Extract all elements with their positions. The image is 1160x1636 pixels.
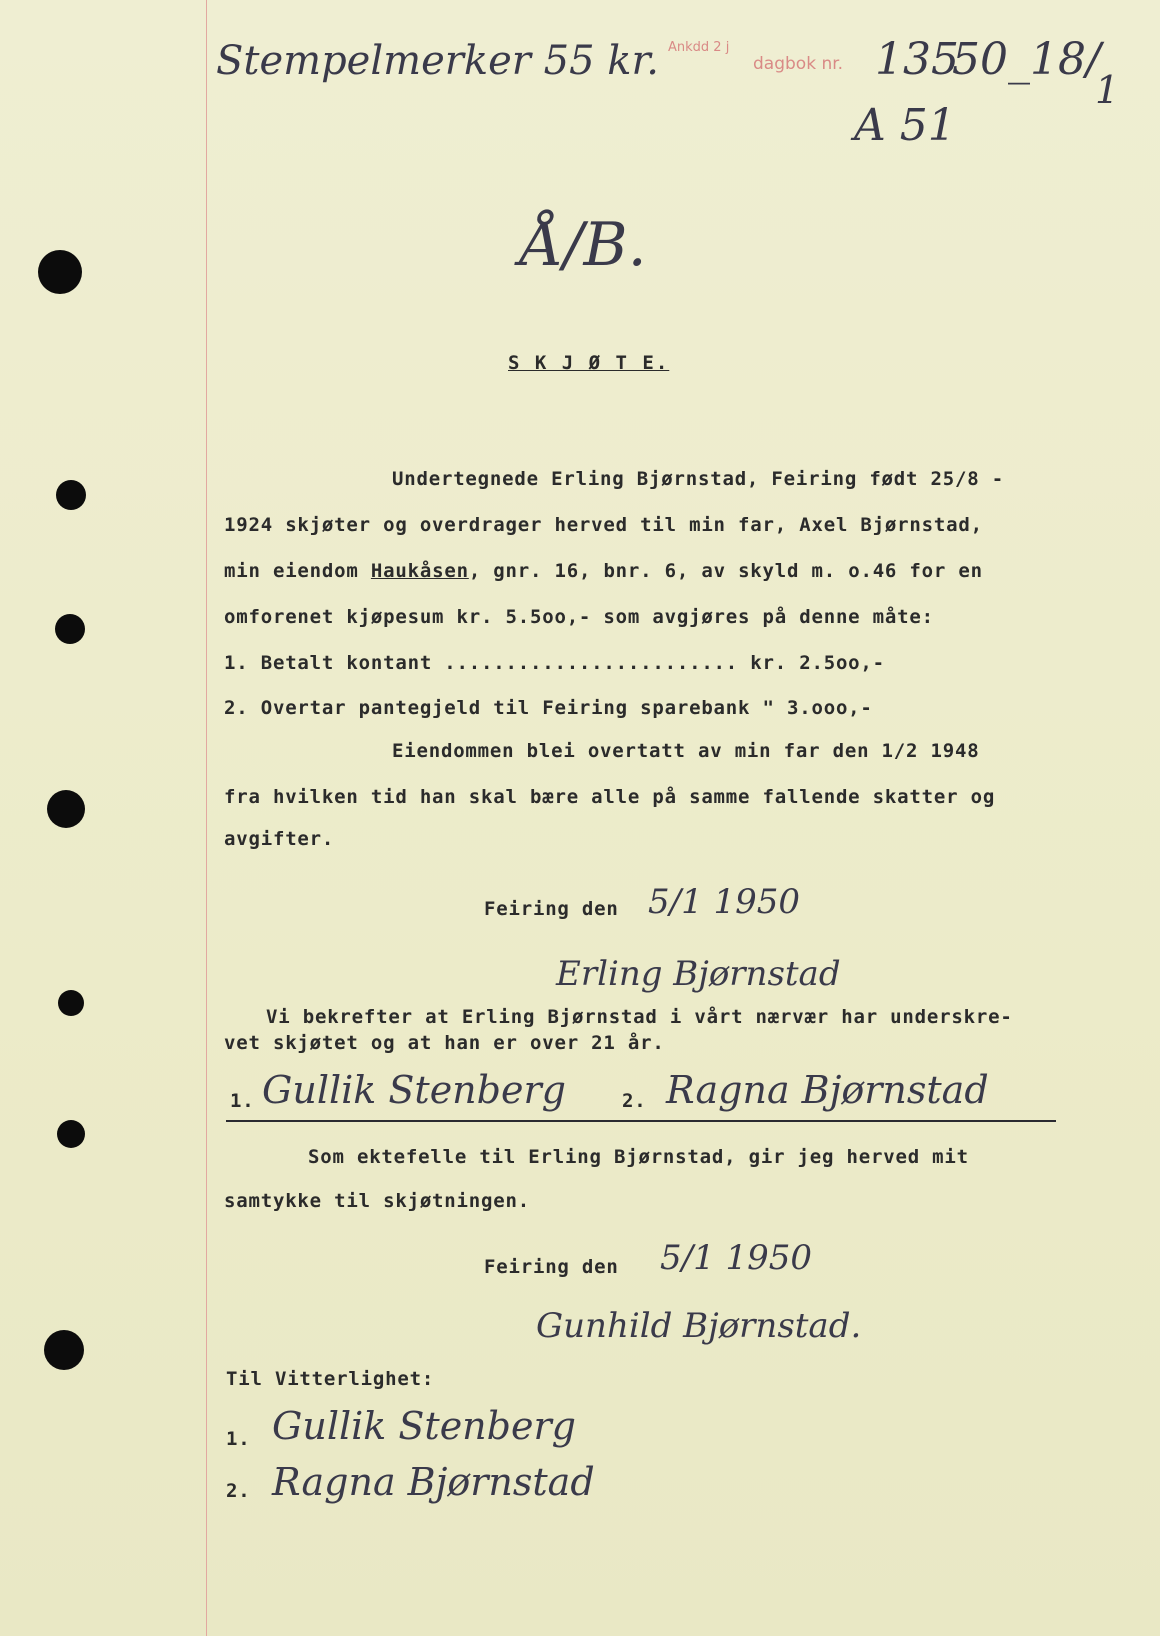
consent-line-2: samtykke til skjøtningen. — [224, 1190, 530, 1212]
witness-1-name: Gullik Stenberg — [262, 1068, 566, 1112]
vitterlighet-1-number: 1. — [226, 1428, 251, 1450]
body-line-3a: min eiendom — [224, 560, 359, 582]
dagbok-label: dagbok nr. — [753, 54, 844, 74]
body-line-1: Undertegnede Erling Bjørnstad, Feiring født 25/8 - — [392, 468, 1004, 490]
signature-2: Gunhild Bjørnstad. — [536, 1306, 862, 1346]
consent-line-1: Som ektefelle til Erling Bjørnstad, gir jeg herved mit — [308, 1146, 969, 1168]
body-line-3 — [224, 560, 983, 582]
body-line-3b: , gnr. 16, bnr. 6, av skyld m. o.46 for en — [468, 560, 983, 582]
vitterlighet-1-name: Gullik Stenberg — [272, 1404, 576, 1448]
place-date-1-date: 5/1 1950 — [648, 882, 801, 922]
initials: Å/B. — [520, 210, 647, 280]
year-mark: 50_18/ — [952, 34, 1101, 85]
punch-hole-1 — [38, 250, 82, 294]
body-line-2: 1924 skjøter og overdrager herved til min far, Axel Bjørnstad, — [224, 514, 983, 536]
body-line-9: avgifter. — [224, 828, 335, 850]
body-line-8: fra hvilken tid han skal bære alle på samme fallende skatter og — [224, 786, 996, 808]
witness-line-2: vet skjøtet og at han er over 21 år. — [224, 1032, 665, 1054]
witness-2-number: 2. — [622, 1090, 647, 1112]
place-date-2-label: Feiring den — [484, 1256, 619, 1278]
place-date-2-date: 5/1 1950 — [660, 1238, 813, 1278]
witnesses-1-row — [226, 1068, 1056, 1122]
punch-hole-4 — [47, 790, 85, 828]
folio-number: A 51 — [854, 100, 956, 151]
place-date-1-label: Feiring den — [484, 898, 619, 920]
punch-hole-3 — [55, 614, 85, 644]
stamp-note: Stempelmerker 55 kr. — [216, 38, 659, 84]
dagbok-number: 135 — [875, 34, 959, 85]
document-title: S K J Ø T E. — [508, 352, 670, 374]
property-name: Haukåsen — [370, 560, 469, 582]
vitterlighet-2-number: 2. — [226, 1480, 251, 1502]
signature-1: Erling Bjørnstad — [556, 954, 841, 994]
punch-hole-2 — [56, 480, 86, 510]
witness-line-1: Vi bekrefter at Erling Bjørnstad i vårt nærvær har underskre- — [266, 1006, 1013, 1028]
vitterlighet-label: Til Vitterlighet: — [226, 1368, 435, 1390]
red-margin-line — [206, 0, 207, 1636]
body-line-4: omforenet kjøpesum kr. 5.5oo,- som avgjøres på denne måte: — [224, 606, 934, 628]
punch-hole-5 — [58, 990, 84, 1016]
vitterlighet-2-name: Ragna Bjørnstad — [272, 1460, 595, 1504]
punch-hole-6 — [57, 1120, 85, 1148]
witness-2-name: Ragna Bjørnstad — [666, 1068, 989, 1112]
witness-1-number: 1. — [230, 1090, 255, 1112]
red-stamp-top: Ankdd 2 j — [668, 40, 730, 55]
body-line-7: Eiendommen blei overtatt av min far den 1/2 1948 — [392, 740, 980, 762]
punch-hole-7 — [44, 1330, 84, 1370]
body-line-6: 2. Overtar pantegjeld til Feiring sparebank " 3.ooo,- — [224, 697, 873, 719]
body-line-5: 1. Betalt kontant ........................ kr. 2.5oo,- — [224, 652, 885, 674]
year-suffix: 1 — [1095, 68, 1120, 112]
